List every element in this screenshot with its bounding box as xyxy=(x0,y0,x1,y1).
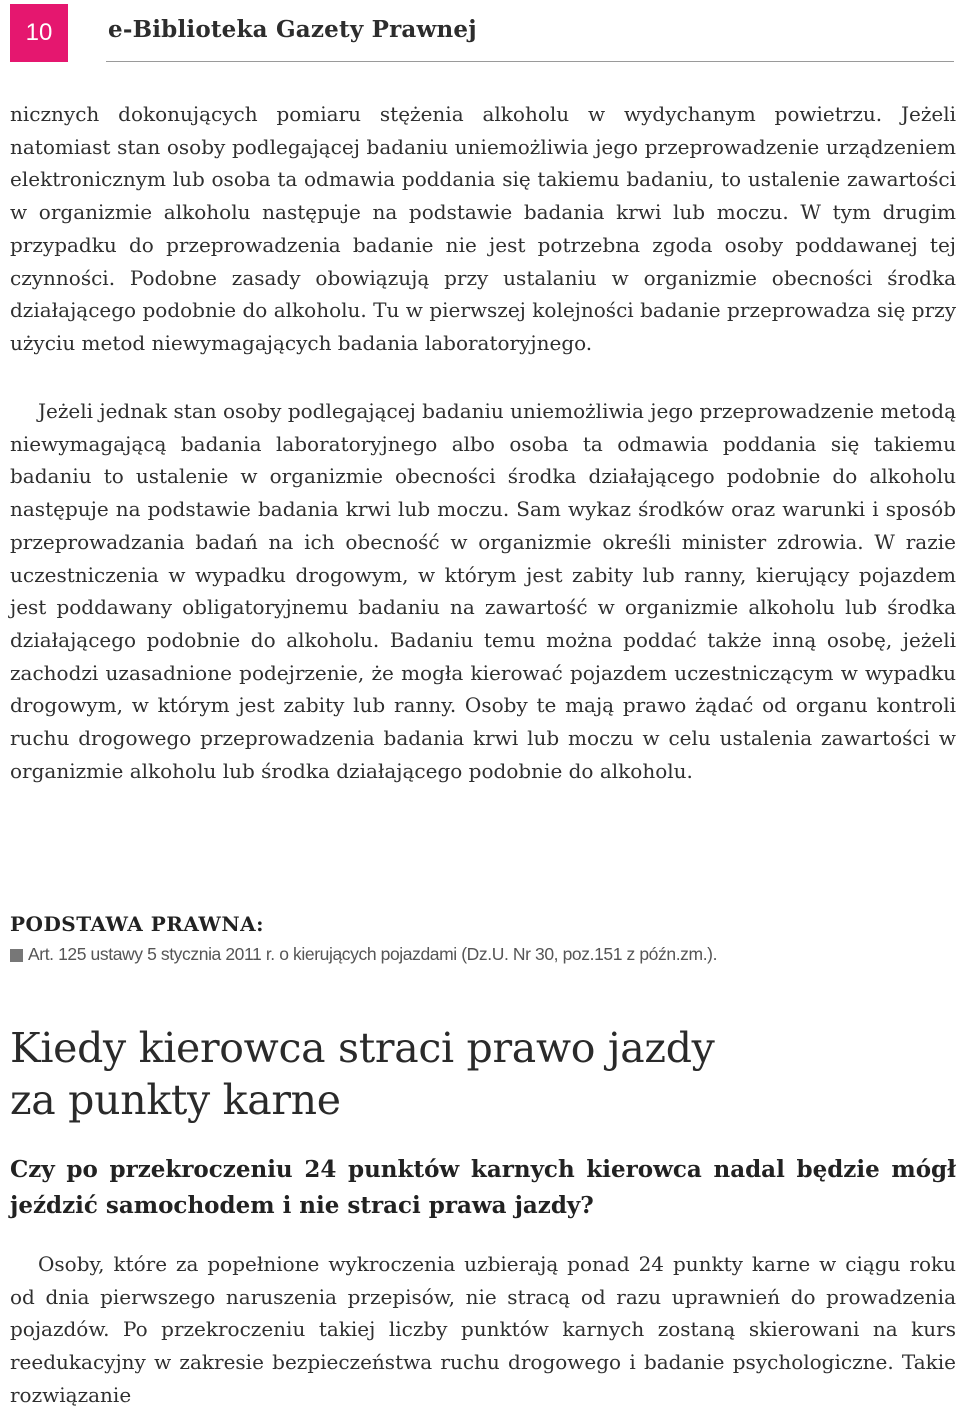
header-divider xyxy=(106,61,954,62)
body-paragraph-1: nicznych dokonujących pomiaru stężenia alkoholu w wydychanym powietrzu. Jeżeli natomiast stan osoby podlegającej badaniu uniemożliwia jego przeprowadzenie urządzeniem elektronicznym lub osoba ta odmawia poddania się takiemu badaniu, to ustalenie zawartości w organizmie alkoholu następuje na podstawie badania krwi lub moczu. W tym drugim przypadku do przeprowadzenia badanie nie jest potrzebna zgoda osoby poddawanej tej czynności. Podobne zasady obowiązują przy ustalaniu w organizmie obecności środka działającego podobnie do alkoholu. Tu w pierwszej kolejności badanie przeprowadza się przy użyciu metod niewymagających badania laboratoryjnego. xyxy=(10,102,956,355)
section-title xyxy=(10,1022,950,1126)
section-paragraph: Osoby, które za popełnione wykroczenia uzbierają ponad 24 punkty karne w ciągu roku od dnia pierwszego naruszenia przepisów, nie stracą od razu uprawnień do prowadzenia pojazdów. Po przekroczeniu takiej liczby punktów karnych zostaną skierowani na kurs reedukacyjny w zakresie bezpieczeństwa ruchu drogowego i badanie psychologiczne. Takie rozwiązanie xyxy=(10,1252,956,1407)
legal-basis-item xyxy=(10,944,717,965)
section-question: Czy po przekroczeniu 24 punktów karnych kierowca nadal będzie mógł jeździć samochodem i nie straci prawa jazdy? xyxy=(10,1156,956,1219)
publication-title: e-Biblioteka Gazety Prawnej xyxy=(108,16,477,43)
square-bullet-icon xyxy=(10,949,23,962)
section-title-line-2: za punkty karne xyxy=(10,1076,341,1124)
legal-basis-heading: PODSTAWA PRAWNA: xyxy=(10,912,265,936)
body-paragraph-2: Jeżeli jednak stan osoby podlegającej badaniu uniemożliwia jego przeprowadzenie metodą niewymagającą badania laboratoryjnego albo osoba ta odmawia poddania się takiemu badaniu to ustalenie w organizmie obecności środka działającego podobnie do alkoholu następuje na podstawie badania krwi lub moczu. Sam wykaz środków oraz warunki i sposób przeprowadzania badań na ich obecność w organizmie określi minister zdrowia. W razie uczestniczenia w wypadku drogowym, w którym jest zabity lub ranny, kierujący pojazdem jest poddawany obligatoryjnemu badaniu na zawartość w organizmie alkoholu lub środka działającego podobnie do alkoholu. Badaniu temu można poddać także inną osobę, jeżeli zachodzi uzasadnione podejrzenie, że mogła kierować pojazdem uczestniczącym w wypadku drogowym, w którym jest zabity lub ranny. Osoby te mają prawo żądać od organu kontroli ruchu drogowego przeprowadzenia badania krwi lub moczu w celu ustalenia zawartości w organizmie alkoholu lub środka działającego podobnie do alkoholu. xyxy=(10,399,956,783)
page-number-badge xyxy=(10,4,68,62)
section-title-line-1: Kiedy kierowca straci prawo jazdy xyxy=(10,1024,715,1072)
legal-basis-text: Art. 125 ustawy 5 stycznia 2011 r. o kierujących pojazdami (Dz.U. Nr 30, poz.151 z późn.zm.). xyxy=(28,944,718,964)
page-number: 10 xyxy=(25,19,53,46)
